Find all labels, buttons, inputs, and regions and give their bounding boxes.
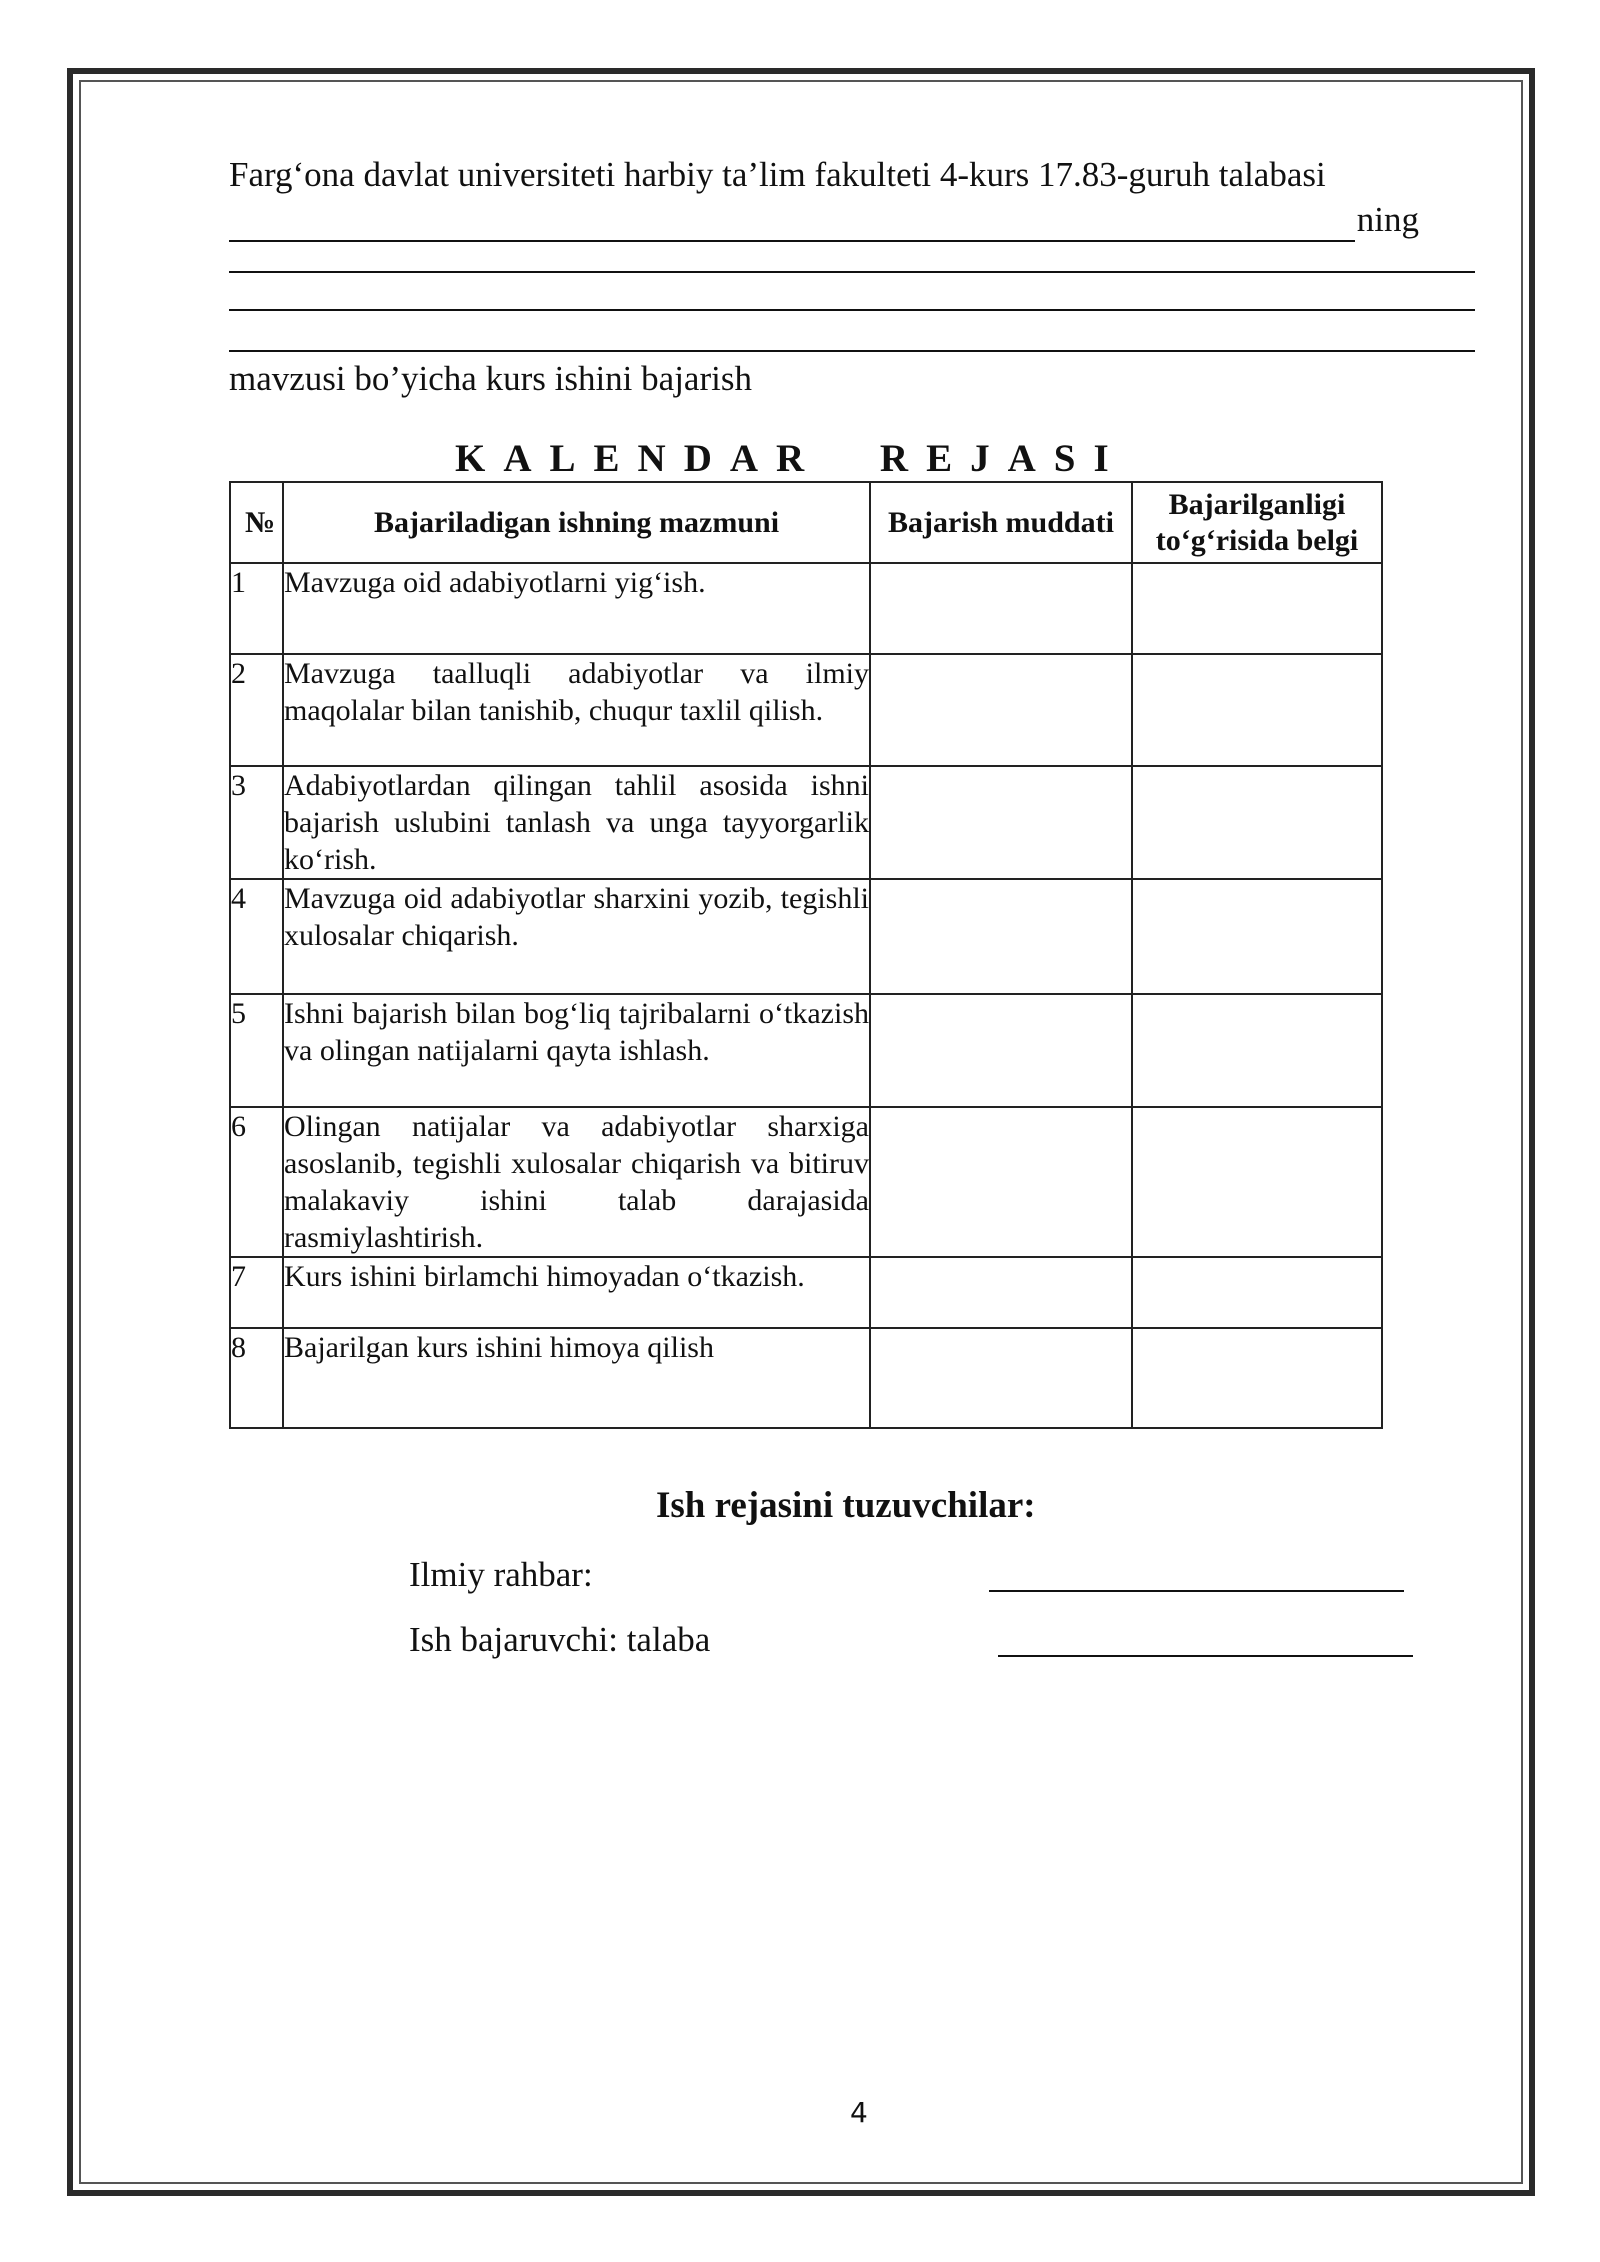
- header-completion-mark: [1132, 482, 1382, 563]
- row-deadline-cell: [870, 654, 1132, 766]
- row-deadline-cell: [870, 563, 1132, 654]
- signers-title: Ish rejasini tuzuvchilar:: [656, 1485, 1036, 1526]
- table-row: [230, 766, 1382, 879]
- row-deadline-cell: [870, 994, 1132, 1107]
- header-mark-line2: to‘g‘risida belgi: [1155, 523, 1359, 557]
- row-mark-cell: [1132, 994, 1382, 1107]
- table-row: [230, 994, 1382, 1107]
- row-task: Kurs ishini birlamchi himoyadan o‘tkazish.: [283, 1257, 870, 1328]
- student-name-blank: [229, 204, 1355, 242]
- supervisor-label: Ilmiy rahbar:: [409, 1555, 593, 1594]
- header-mark-line1: Bajarilganligi: [1168, 487, 1346, 521]
- row-mark-cell: [1132, 654, 1382, 766]
- topic-label: mavzusi bo’yicha kurs ishini bajarish: [229, 359, 752, 398]
- student-signature-line: [998, 1655, 1413, 1657]
- header-content: Bajariladigan ishning mazmuni: [283, 482, 870, 563]
- table-row: [230, 654, 1382, 766]
- row-number: 3: [230, 766, 283, 879]
- header-number: №: [230, 482, 283, 563]
- row-task: Mavzuga oid adabiyotlar sharxini yozib, tegishli xulosalar chiqarish.: [283, 879, 870, 994]
- row-task: Olingan natijalar va adabiyotlar sharxiga asoslanib, tegishli xulosalar chiqarish va bitiruv malakaviy ishini talab darajasida rasmiylashtirish.: [283, 1107, 870, 1257]
- supervisor-signature-line: [989, 1590, 1404, 1592]
- row-number: 7: [230, 1257, 283, 1328]
- table-header-row: [230, 482, 1382, 563]
- intro-paragraph: [229, 152, 1479, 242]
- row-deadline-cell: [870, 1328, 1132, 1428]
- document-title: KALENDAR REJASI: [455, 437, 1127, 480]
- topic-blank-line-1: [229, 271, 1475, 273]
- row-number: 5: [230, 994, 283, 1107]
- calendar-plan-table: [229, 481, 1383, 1429]
- row-deadline-cell: [870, 1107, 1132, 1257]
- student-label: Ish bajaruvchi: talaba: [409, 1620, 711, 1659]
- row-number: 4: [230, 879, 283, 994]
- row-task: Ishni bajarish bilan bog‘liq tajribalarni o‘tkazish va olingan natijalarni qayta ishlash.: [283, 994, 870, 1107]
- row-mark-cell: [1132, 563, 1382, 654]
- table-row: [230, 1107, 1382, 1257]
- student-name-line: [229, 197, 1419, 242]
- topic-blank-line-3: [229, 350, 1475, 352]
- table-row: [230, 879, 1382, 994]
- row-mark-cell: [1132, 1257, 1382, 1328]
- header-deadline: Bajarish muddati: [870, 482, 1132, 563]
- row-number: 2: [230, 654, 283, 766]
- intro-first-line: Farg‘ona davlat universiteti harbiy ta’lim fakulteti 4-kurs 17.83-guruh talabasi: [229, 155, 1326, 194]
- table-row: [230, 1257, 1382, 1328]
- row-mark-cell: [1132, 1328, 1382, 1428]
- row-deadline-cell: [870, 1257, 1132, 1328]
- table-row: [230, 1328, 1382, 1428]
- topic-blank-line-2: [229, 309, 1475, 311]
- table-row: [230, 563, 1382, 654]
- page-number: 4: [850, 2096, 868, 2129]
- row-task: Mavzuga taalluqli adabiyotlar va ilmiy maqolalar bilan tanishib, chuqur taxlil qilish.: [283, 654, 870, 766]
- row-deadline-cell: [870, 879, 1132, 994]
- row-mark-cell: [1132, 1107, 1382, 1257]
- row-number: 1: [230, 563, 283, 654]
- row-task: Mavzuga oid adabiyotlarni yig‘ish.: [283, 563, 870, 654]
- row-mark-cell: [1132, 879, 1382, 994]
- row-mark-cell: [1132, 766, 1382, 879]
- row-number: 6: [230, 1107, 283, 1257]
- row-deadline-cell: [870, 766, 1132, 879]
- row-task: Bajarilgan kurs ishini himoya qilish: [283, 1328, 870, 1428]
- row-task: Adabiyotlardan qilingan tahlil asosida ishni bajarish uslubini tanlash va unga tayyorgarlik ko‘rish.: [283, 766, 870, 879]
- row-number: 8: [230, 1328, 283, 1428]
- student-name-suffix: ning: [1356, 200, 1419, 239]
